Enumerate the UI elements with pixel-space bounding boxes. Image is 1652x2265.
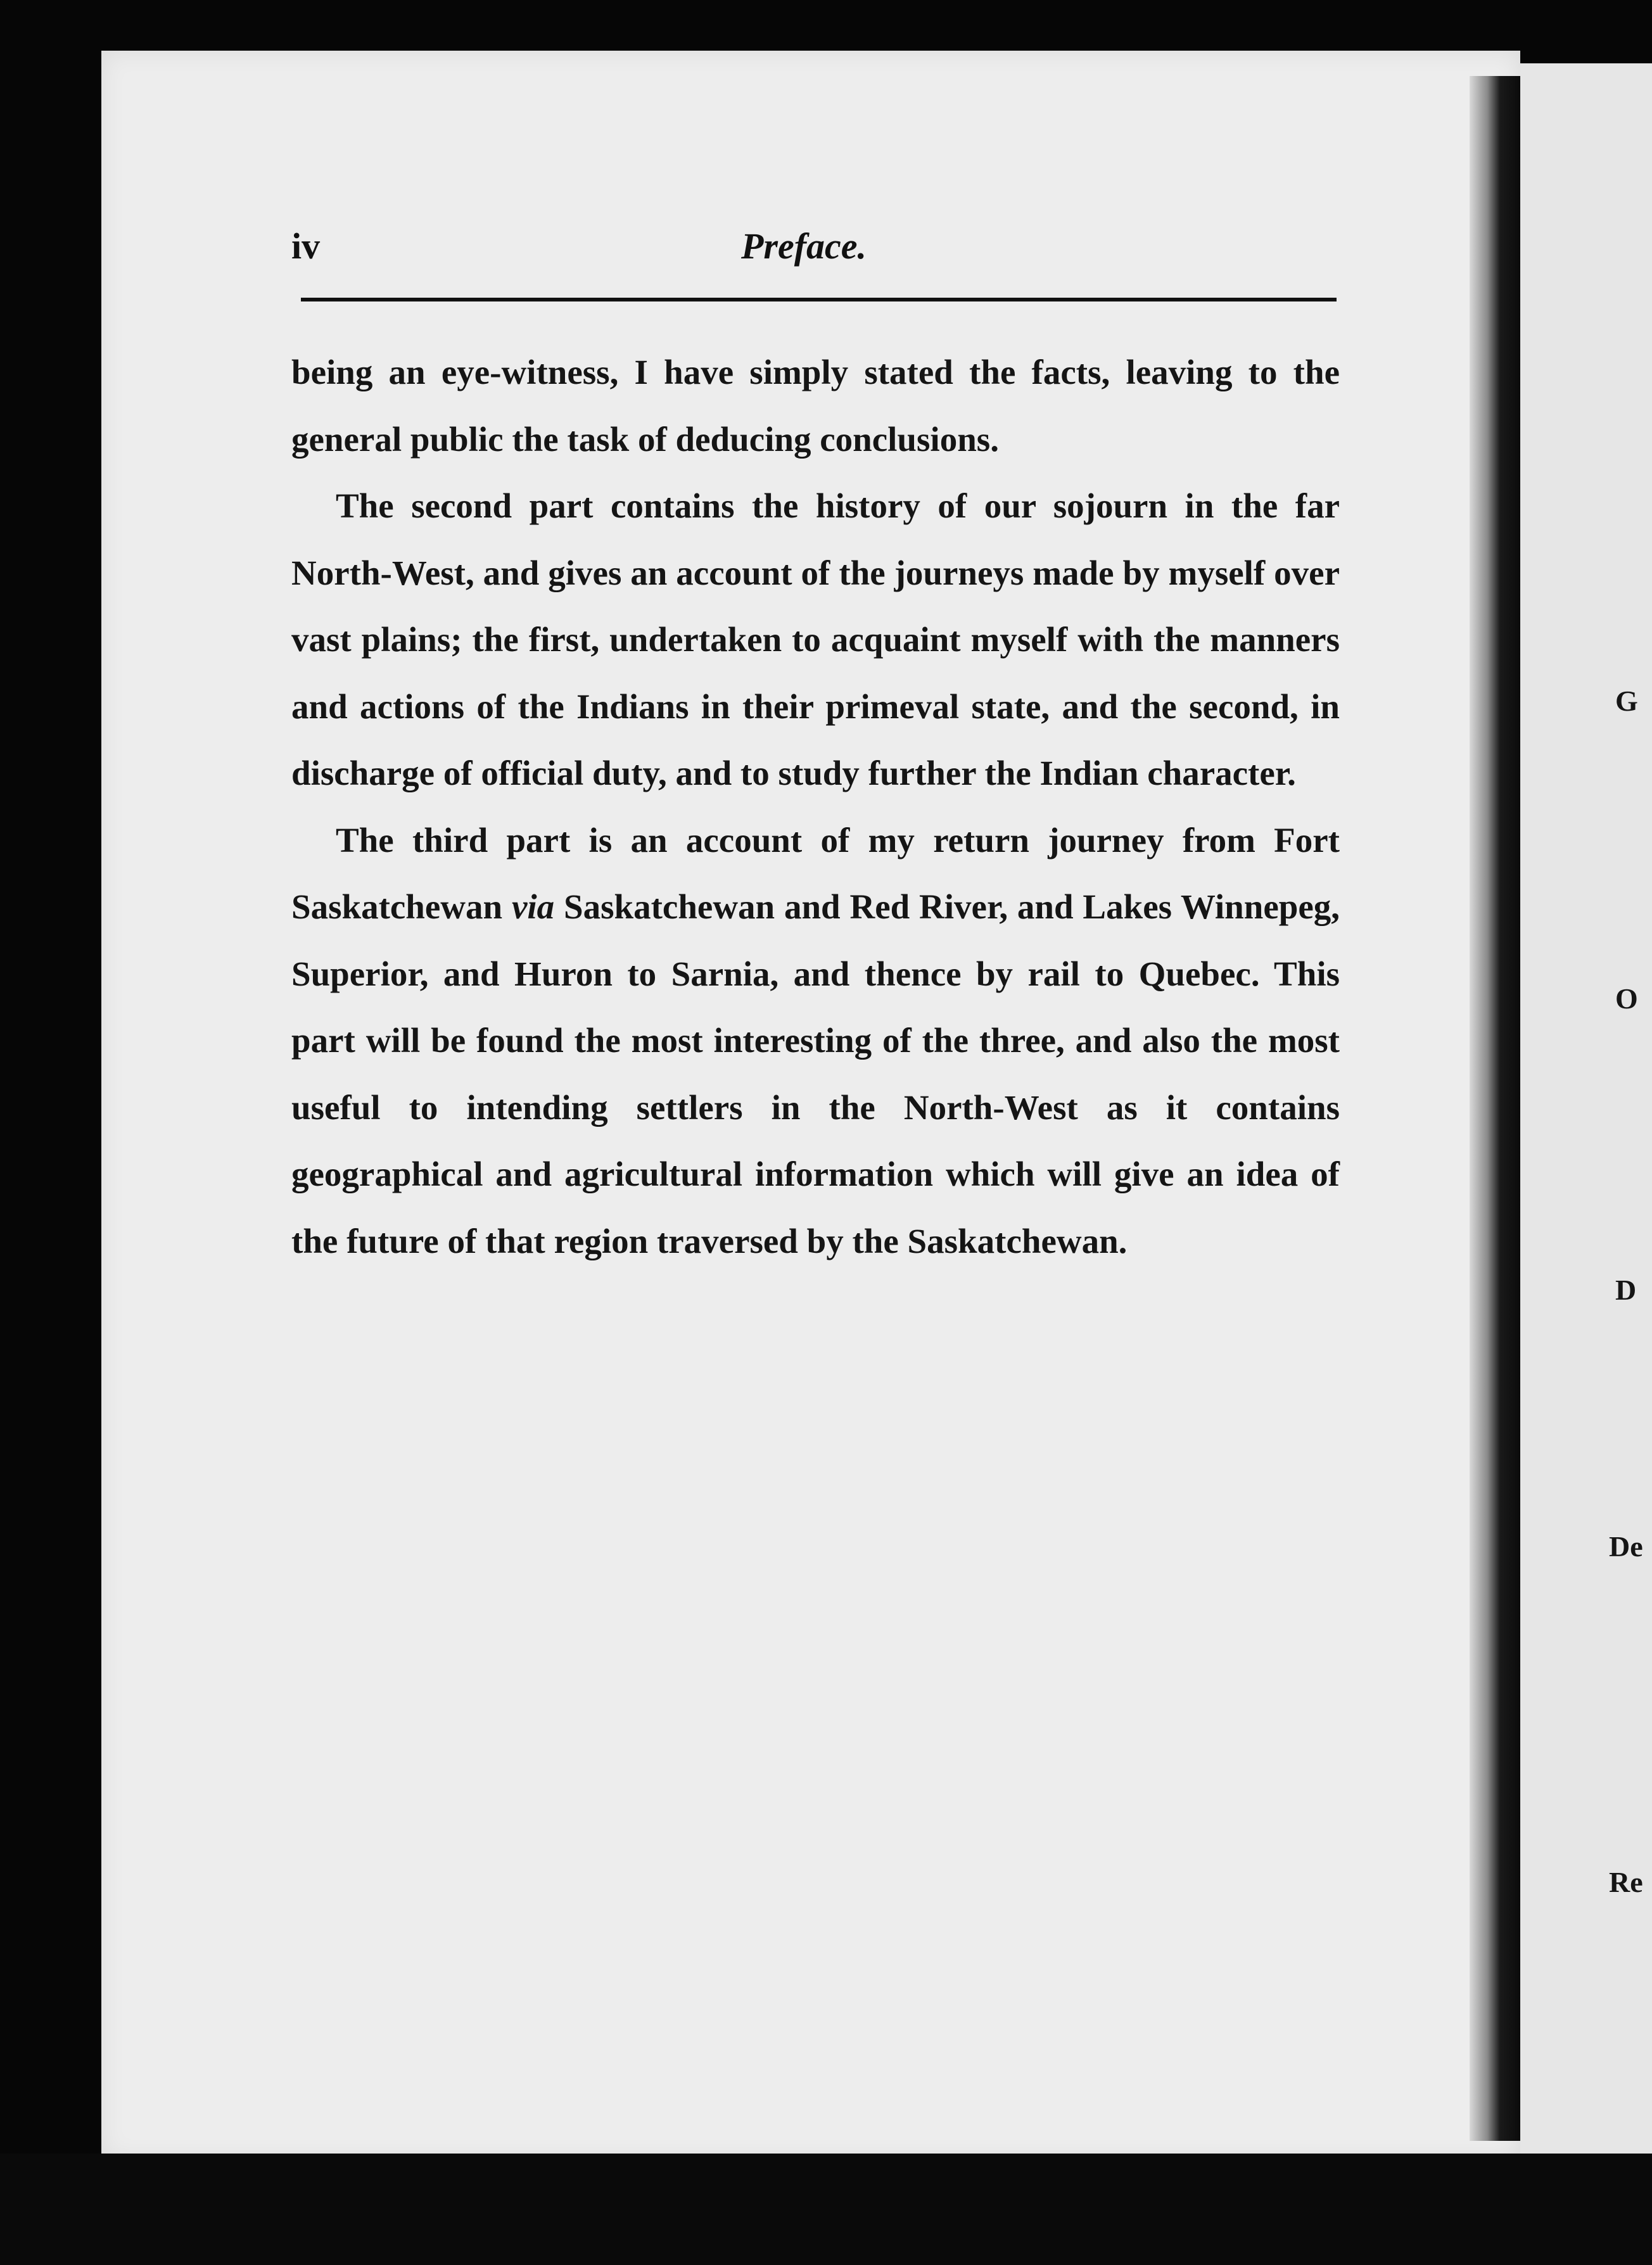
page-number: iv	[291, 225, 321, 267]
header-rule	[301, 298, 1337, 301]
paragraph-1	[291, 339, 1340, 473]
facing-page-edge	[1520, 63, 1652, 2154]
facing-page-fragment-4: De	[1609, 1530, 1643, 1563]
book-gutter	[1470, 76, 1520, 2141]
running-title: Preface.	[741, 225, 867, 267]
facing-page-fragment-3: D	[1615, 1274, 1637, 1306]
facing-page-fragment-5: Re	[1609, 1866, 1643, 1898]
scan-background	[0, 2154, 1652, 2265]
facing-page-fragment-1: G	[1615, 685, 1638, 717]
paragraph-3	[291, 807, 1340, 1275]
paragraph-3-text-before: The third part is an account of my return journey from Fort Saskatchewan	[291, 820, 1340, 926]
body-text	[291, 339, 1340, 1274]
paragraph-3-italic-word: via	[511, 887, 555, 926]
paragraph-3-text-after: Saskatchewan and Red River, and Lakes Winnepeg, Superior, and Huron to Sarnia, and thence by rail to Quebec. This part will be found the most interesting of the three, and also the most useful to intending settlers in the North-West as it contains geographical and agricultural information which will give an idea of the future of that region traversed by the Saskatchewan.	[291, 887, 1340, 1260]
paragraph-2-text: The second part contains the history of our sojourn in the far North-West, and gives an account of the journeys made by myself over vast plains; the first, undertaken to acquaint myself with the manners and actions of the Indians in their primeval state, and the second, in discharge of official duty, and to study further the Indian character.	[291, 486, 1340, 792]
facing-page-fragment-2: O	[1615, 982, 1638, 1015]
page-header	[291, 225, 1337, 282]
paragraph-2	[291, 473, 1340, 807]
paragraph-1-text: being an eye-witness, I have simply stated the facts, leaving to the general public the task of deducing conclusions.	[291, 353, 1340, 459]
